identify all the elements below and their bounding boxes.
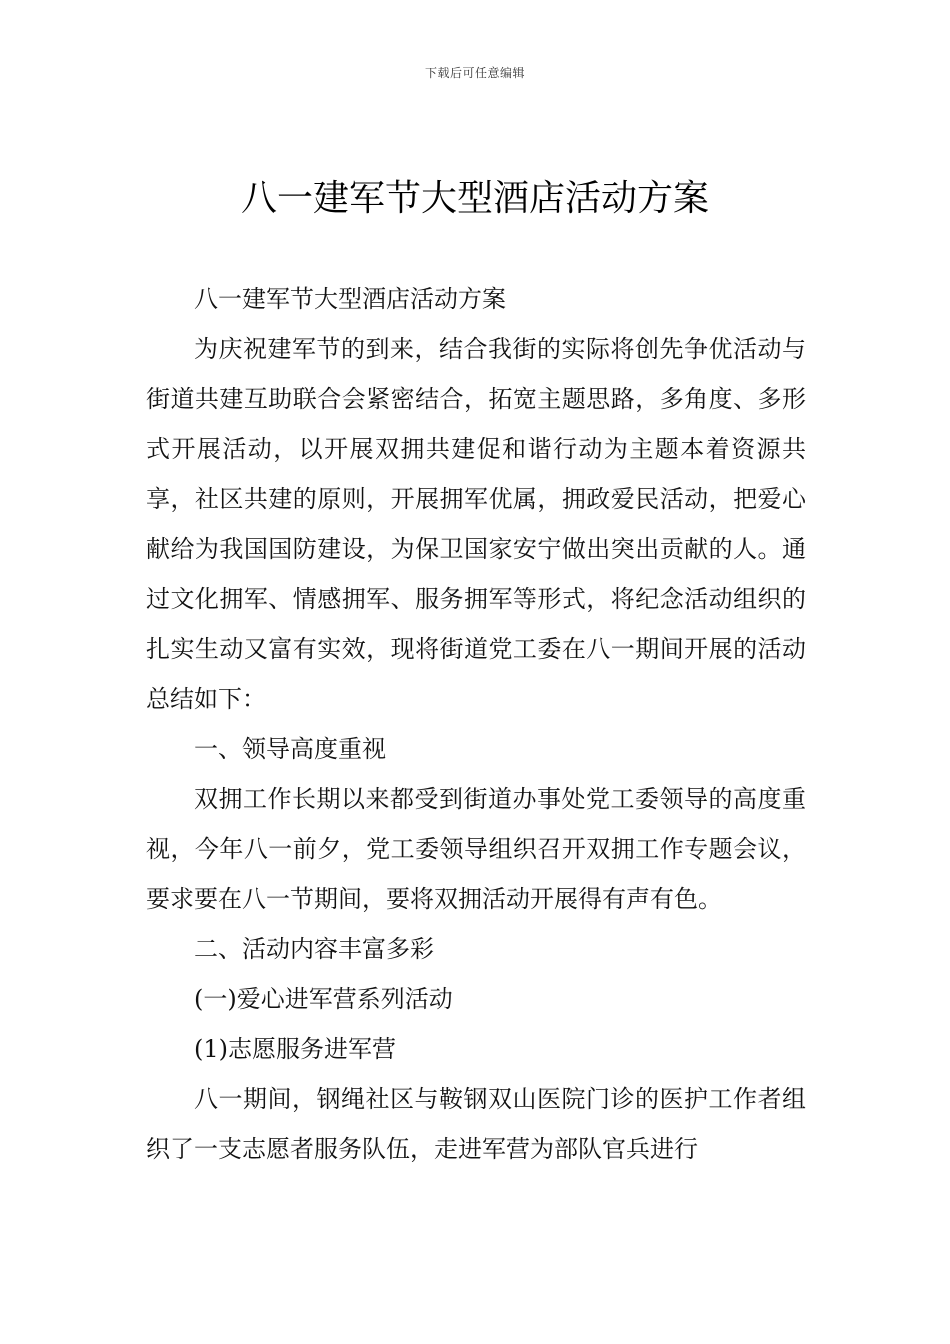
- document-body: [146, 274, 806, 1174]
- subsection-heading-love-camp: (一)爱心进军营系列活动: [194, 985, 453, 1013]
- section-heading-leadership: 一、领导高度重视: [194, 735, 386, 763]
- section-heading-activities: 二、活动内容丰富多彩: [194, 935, 434, 963]
- paragraph-subtitle: 八一建军节大型酒店活动方案: [194, 285, 506, 313]
- paragraph-leadership: 双拥工作长期以来都受到街道办事处党工委领导的高度重视，今年八一前夕，党工委领导组织召开双拥工作专题会议，要求要在八一节期间，要将双拥活动开展得有声有色。: [146, 785, 806, 913]
- header-note: 下载后可任意编辑: [424, 66, 525, 80]
- paragraph-intro: 为庆祝建军节的到来，结合我街的实际将创先争优活动与街道共建互助联合会紧密结合，拓宽主题思路，多角度、多形式开展活动，以开展双拥共建促和谐行动为主题本着资源共享，社区共建的原则，开展拥军优属，拥政爱民活动，把爱心献给为我国国防建设，为保卫国家安宁做出突出贡献的人。通过文化拥军、情感拥军、服务拥军等形式，将纪念活动组织的扎实生动又富有实效，现将街道党工委在八一期间开展的活动总结如下：: [146, 335, 806, 713]
- subsection-heading-volunteer: (1)志愿服务进军营: [194, 1035, 396, 1063]
- document-title: 八一建军节大型酒店活动方案: [240, 178, 709, 219]
- paragraph-volunteer: 八一期间，钢绳社区与鞍钢双山医院门诊的医护工作者组织了一支志愿者服务队伍，走进军营为部队官兵进行: [146, 1085, 806, 1163]
